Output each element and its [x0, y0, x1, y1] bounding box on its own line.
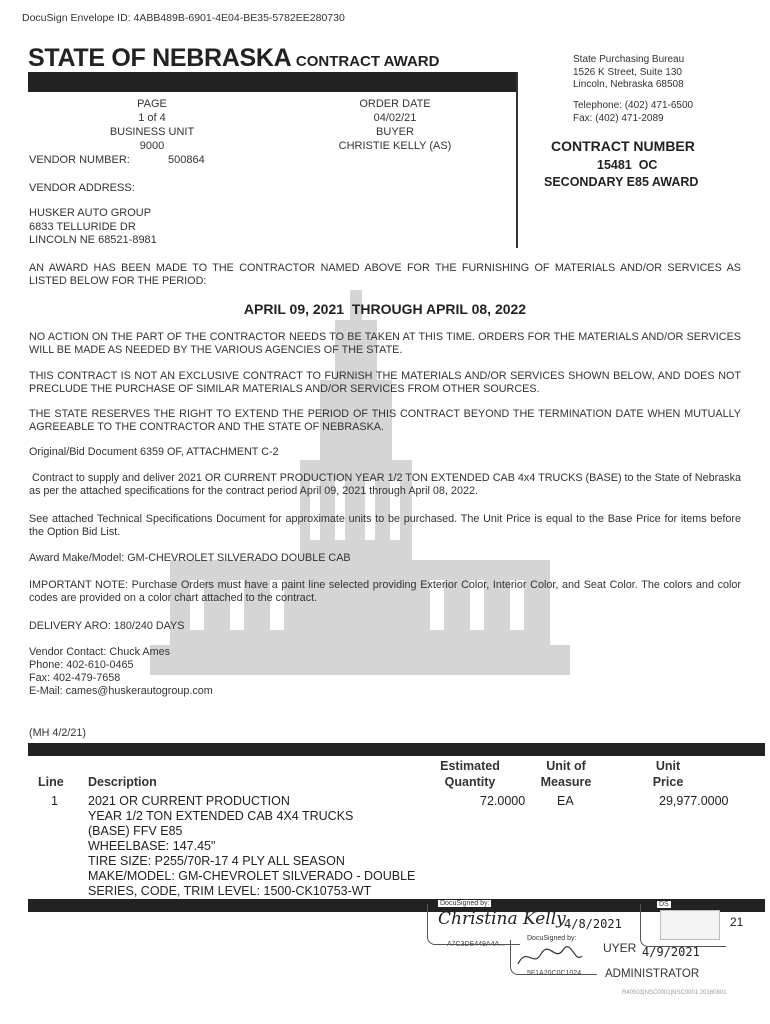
signature-id-1: A7C3DE449A4A...: [447, 941, 505, 948]
business-unit-label: BUSINESS UNIT: [109, 126, 195, 138]
col-header-unit: [528, 758, 604, 790]
right-number: 21: [730, 915, 744, 929]
col-header-quantity: [430, 758, 510, 790]
signature-christina-kelly: Christina Kelly: [438, 909, 566, 929]
row-description-line: TIRE SIZE: P255/70R-17 4 PLY ALL SEASON: [88, 854, 345, 868]
bureau-phone: [573, 100, 693, 125]
docusigned-by-2: DocuSigned by:: [527, 935, 577, 942]
page-value: 1 of 4: [138, 112, 166, 124]
table-top-bar: [28, 743, 765, 756]
vendor-address: [29, 207, 157, 248]
delivery-text: DELIVERY ARO: 180/240 DAYS: [29, 620, 185, 632]
fax-line: Fax: (402) 471-2089: [573, 112, 664, 124]
col-header-quantity-2: Quantity: [444, 775, 496, 789]
row-description-line: (BASE) FFV E85: [88, 824, 183, 838]
buyer-label: BUYER: [376, 126, 414, 138]
administrator-label: ADMINISTRATOR: [605, 968, 700, 980]
contract-number: 15481 OC: [597, 158, 658, 172]
col-header-price-2: Price: [652, 775, 684, 789]
page-label: PAGE: [137, 98, 167, 110]
row-price: 29,977.0000: [659, 794, 729, 808]
col-header-line: Line: [38, 775, 64, 789]
vendor-contact-fax: Fax: 402-479-7658: [29, 672, 121, 684]
bureau-address: [573, 54, 684, 92]
signature-scribble-2: [515, 944, 585, 970]
mh-note: (MH 4/2/21): [29, 727, 86, 739]
contract-number-label: CONTRACT NUMBER: [551, 138, 695, 154]
row-description: [88, 794, 415, 899]
initials-stamp: [660, 910, 720, 940]
bureau-line: Lincoln, Nebraska 68508: [573, 79, 684, 90]
row-description-line: WHEELBASE: 147.45": [88, 839, 216, 853]
original-bid-text: Original/Bid Document 6359 OF, ATTACHMENT C-2: [29, 446, 279, 458]
contract-supply-text: Contract to supply and deliver 2021 OR CURRENT PRODUCTION YEAR 1/2 TON EXTENDED CAB 4x4 TRUCKS (BASE) to the State of Nebraska as per the attached specifications for the contract period April 09, 2021 through April 08, 2022.: [29, 472, 745, 497]
row-description-line: MAKE/MODEL: GM-CHEVROLET SILVERADO - DOUBLE: [88, 869, 416, 883]
important-note-text: IMPORTANT NOTE: Purchase Orders must have a paint line selected providing Exterior Color, Interior Color, and Seat Color. The colors and color codes are provided on a color chart attached to the contract.: [29, 579, 741, 604]
docusigned-by-1: DocuSigned by:: [440, 900, 490, 907]
page-title: [28, 44, 439, 73]
row-description-line: 2021 OR CURRENT PRODUCTION: [88, 794, 290, 808]
buyer-sign-label: UYER: [603, 941, 637, 955]
col-header-quantity-1: Estimated: [440, 759, 500, 773]
row-line-number: 1: [51, 794, 58, 808]
vendor-address-line: LINCOLN NE 68521-8981: [29, 234, 157, 246]
contract-period: APRIL 09, 2021 THROUGH APRIL 08, 2022: [243, 301, 527, 317]
reserves-text: THE STATE RESERVES THE RIGHT TO EXTEND THE PERIOD OF THIS CONTRACT BEYOND THE TERMINATION DATE WHEN MUTUALLY AGREEABLE TO THE CONTRACTOR AND THE STATE OF NEBRASKA.: [29, 408, 741, 433]
row-description-line: SERIES, CODE, TRIM LEVEL: 1500-CK10753-WT: [88, 884, 372, 898]
signature-id-2: 5F1A20C0C1024...: [527, 970, 587, 977]
vendor-address-line: HUSKER AUTO GROUP: [29, 207, 152, 219]
vendor-number-label: VENDOR NUMBER:: [29, 154, 130, 166]
col-header-price: [630, 758, 706, 790]
award-text: AN AWARD HAS BEEN MADE TO THE CONTRACTOR NAMED ABOVE FOR THE FURNISHING OF MATERIALS AND/OR SERVICES AS LISTED BELOW FOR THE PERIOD:: [29, 262, 741, 287]
col-header-description: Description: [88, 775, 157, 789]
vendor-contact-phone: Phone: 402-610-0465: [29, 659, 134, 671]
signature-date-1: 4/8/2021: [564, 917, 622, 931]
title-contract-award: CONTRACT AWARD: [295, 53, 440, 70]
vendor-contact-email: E-Mail: cames@huskerautogroup.com: [29, 685, 213, 697]
phone-line: Telephone: (402) 471-6500: [573, 100, 694, 111]
title-state: STATE OF NEBRASKA: [28, 44, 292, 72]
vendor-number-value: 500864: [168, 154, 205, 166]
bureau-line: 1526 K Street, Suite 130: [573, 66, 682, 78]
order-date-value: 04/02/21: [373, 112, 417, 124]
col-header-price-1: Unit: [655, 759, 681, 773]
col-header-unit-2: Measure: [540, 775, 592, 789]
header-divider: [516, 72, 518, 248]
business-unit-value: 9000: [139, 140, 165, 152]
see-attached-text: See attached Technical Specifications Document for approximate units to be purchased. The Unit Price is equal to the Base Price for items before the Option Bid List.: [29, 513, 741, 538]
signature-date-2: 4/9/2021: [642, 945, 700, 959]
no-action-text: NO ACTION ON THE PART OF THE CONTRACTOR NEEDS TO BE TAKEN AT THIS TIME. ORDERS FOR THE MATERIALS AND/OR SERVICES WILL BE MADE AS NEEDED BY THE VARIOUS AGENCIES OF THE STATE.: [29, 331, 741, 356]
not-exclusive-text: THIS CONTRACT IS NOT AN EXCLUSIVE CONTRACT TO FURNISH THE MATERIALS AND/OR SERVICES SHOWN BELOW, AND DOES NOT PRECLUDE THE PURCHASE OF SIMILAR MATERIALS AND/OR SERVICES FROM OTHER SOURCES.: [29, 370, 741, 395]
order-date-label: ORDER DATE: [359, 98, 431, 110]
vendor-contact-name: Vendor Contact: Chuck Ames: [29, 646, 171, 658]
page-info: [92, 97, 212, 153]
ds-label: DS: [659, 901, 669, 908]
bureau-line: State Purchasing Bureau: [573, 54, 685, 65]
header-bar: [28, 72, 518, 92]
envelope-id: DocuSign Envelope ID: 4ABB489B-6901-4E04-BE35-5782EE280730: [22, 12, 345, 24]
row-unit: EA: [557, 794, 574, 808]
vendor-address-label: VENDOR ADDRESS:: [29, 182, 135, 194]
row-description-line: YEAR 1/2 TON EXTENDED CAB 4X4 TRUCKS: [88, 809, 354, 823]
order-info: [332, 97, 458, 153]
buyer-value: CHRISTIE KELLY (AS): [338, 140, 452, 152]
vendor-address-line: 6833 TELLURIDE DR: [29, 220, 136, 233]
footer-code: R40503|NSC0001|NSC0001 20160801: [622, 990, 727, 996]
col-header-unit-1: Unit of: [546, 759, 586, 773]
vendor-contact: [29, 646, 741, 698]
award-make-text: Award Make/Model: GM-CHEVROLET SILVERADO DOUBLE CAB: [29, 552, 351, 564]
contract-type: SECONDARY E85 AWARD: [544, 175, 699, 189]
row-quantity: 72.0000: [480, 794, 526, 808]
